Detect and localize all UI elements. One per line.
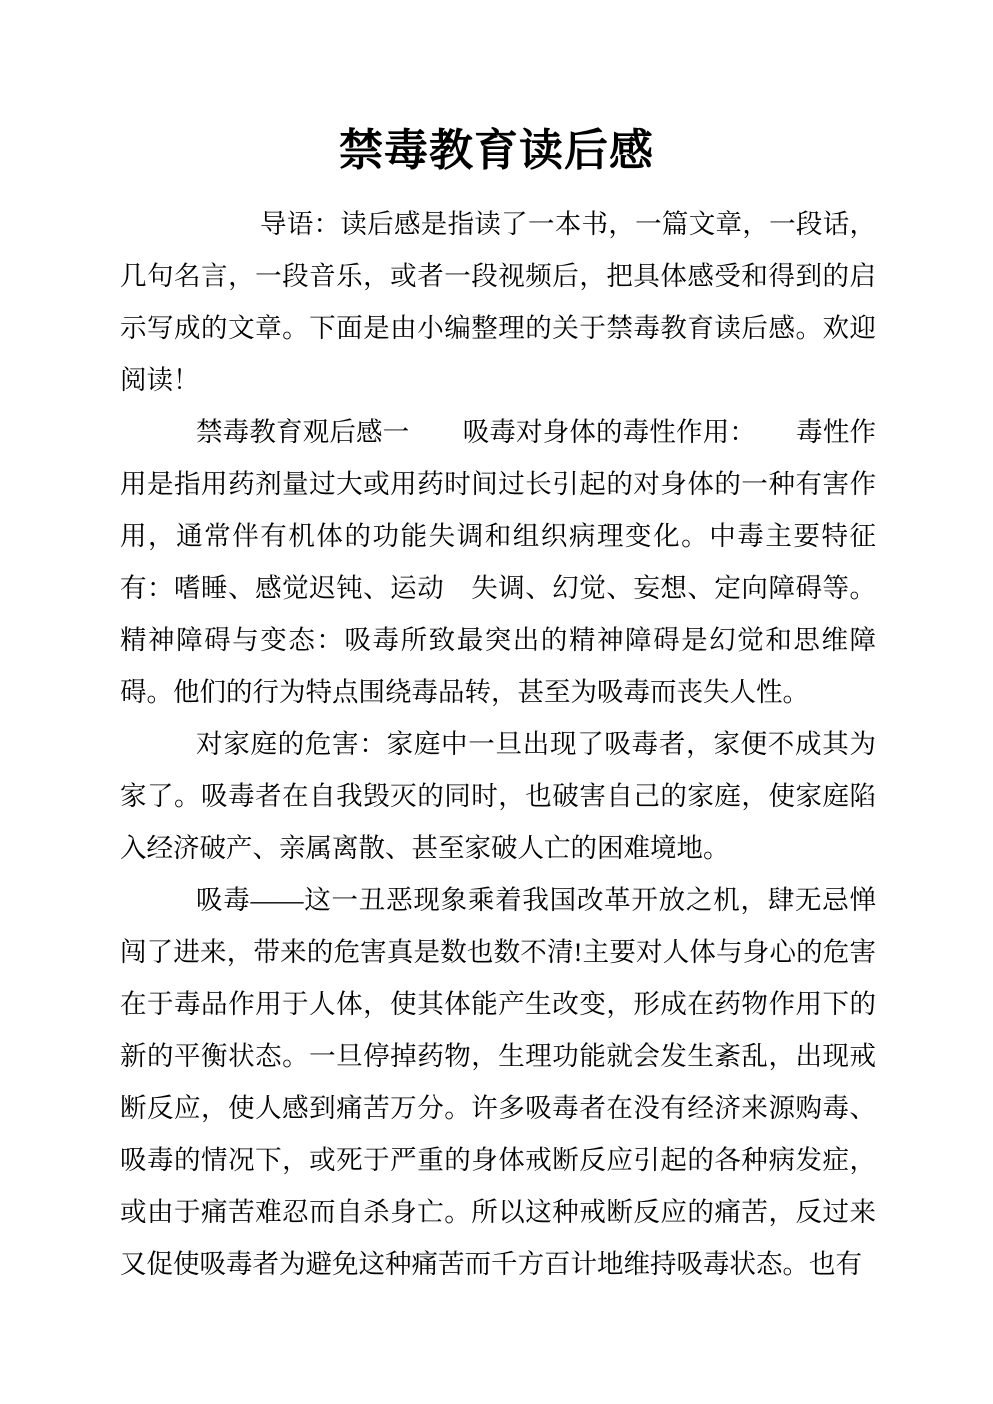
document-body bbox=[120, 198, 876, 1290]
paragraph-social-physical-harm: 吸毒——这一丑恶现象乘着我国改革开放之机，肆无忌惮闯了进来，带来的危害真是数也数不清!主要对人体与身心的危害在于毒品作用于人体，使其体能产生改变，形成在药物作用下的新的平衡状态。一旦停掉药物，生理功能就会发生紊乱，出现戒断反应，使人感到痛苦万分。许多吸毒者在没有经济来源购毒、吸毒的情况下，或死于严重的身体戒断反应引起的各种病发症，或由于痛苦难忍而自杀身亡。所以这种戒断反应的痛苦，反过来又促使吸毒者为避免这种痛苦而千方百计地维持吸毒状态。也有 bbox=[120, 885, 876, 1279]
paragraph-intro: 导语：读后感是指读了一本书，一篇文章，一段话，几句名言，一段音乐，或者一段视频后，把具体感受和得到的启示写成的文章。下面是由小编整理的关于禁毒教育读后感。欢迎阅读！ bbox=[120, 209, 876, 395]
document-title: 禁毒教育读后感 bbox=[339, 126, 654, 175]
paragraph-family-harm: 对家庭的危害：家庭中一旦出现了吸毒者，家便不成其为家了。吸毒者在自我毁灭的同时，也破害自己的家庭，使家庭陷入经济破产、亲属离散、甚至家破人亡的困难境地。 bbox=[120, 729, 876, 863]
paragraph-toxicity-effects: 禁毒教育观后感一 吸毒对身体的毒性作用： 毒性作用是指用药剂量过大或用药时间过长引起的对身体的一种有害作用，通常伴有机体的功能失调和组织病理变化。中毒主要特征有：嗜睡、感觉迟钝、运动 失调、幻觉、妄想、定向障碍等。精神障碍与变态：吸毒所致最突出的精神障碍是幻觉和思维障碍。他们的行为特点围绕毒品转，甚至为吸毒而丧失人性。 bbox=[120, 417, 876, 707]
